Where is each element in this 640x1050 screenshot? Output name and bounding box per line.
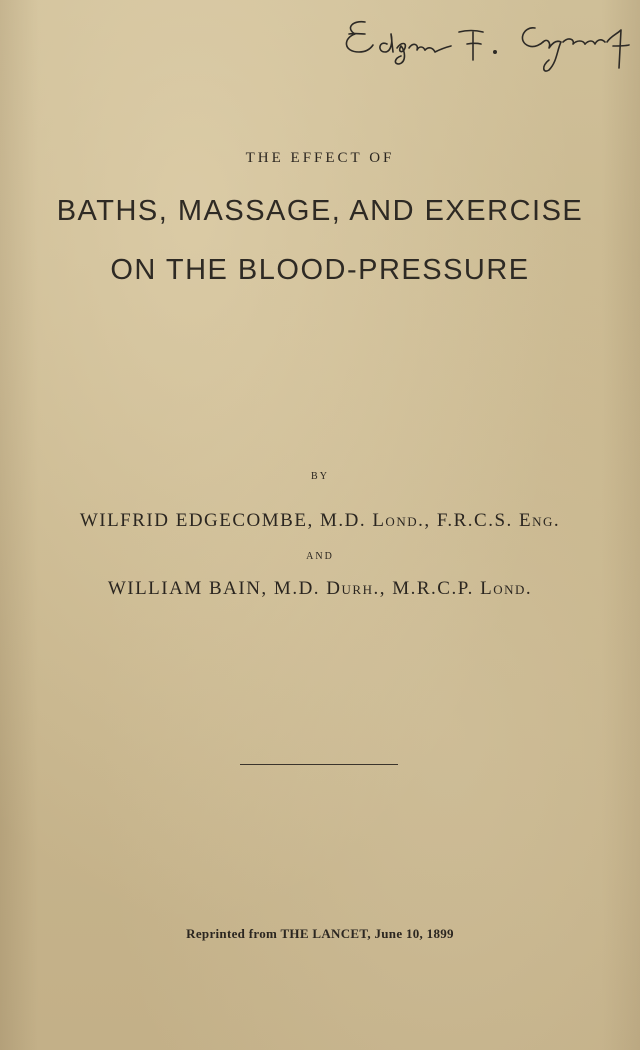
author-2	[0, 578, 640, 600]
handwritten-signature	[335, 12, 635, 82]
reprint-note: Reprinted from THE LANCET, June 10, 1899	[186, 926, 454, 941]
title-line-1: BATHS, MASSAGE, AND EXERCISE	[56, 195, 584, 227]
title-line-2: ON THE BLOOD-PRESSURE	[110, 254, 530, 286]
byline-and: AND	[306, 551, 334, 562]
title-kicker: THE EFFECT OF	[245, 150, 395, 166]
author-1-credentials: M.D. Lond., F.R.C.S. Eng.	[319, 510, 561, 531]
author-2-credentials: M.D. Durh., M.R.C.P. Lond.	[273, 578, 533, 599]
author-1	[0, 510, 640, 532]
divider-rule	[240, 764, 398, 765]
byline-by: BY	[311, 471, 329, 482]
signature-icon	[335, 12, 635, 82]
author-2-name: WILLIAM BAIN,	[107, 578, 268, 599]
author-1-name: WILFRID EDGECOMBE,	[79, 510, 314, 531]
